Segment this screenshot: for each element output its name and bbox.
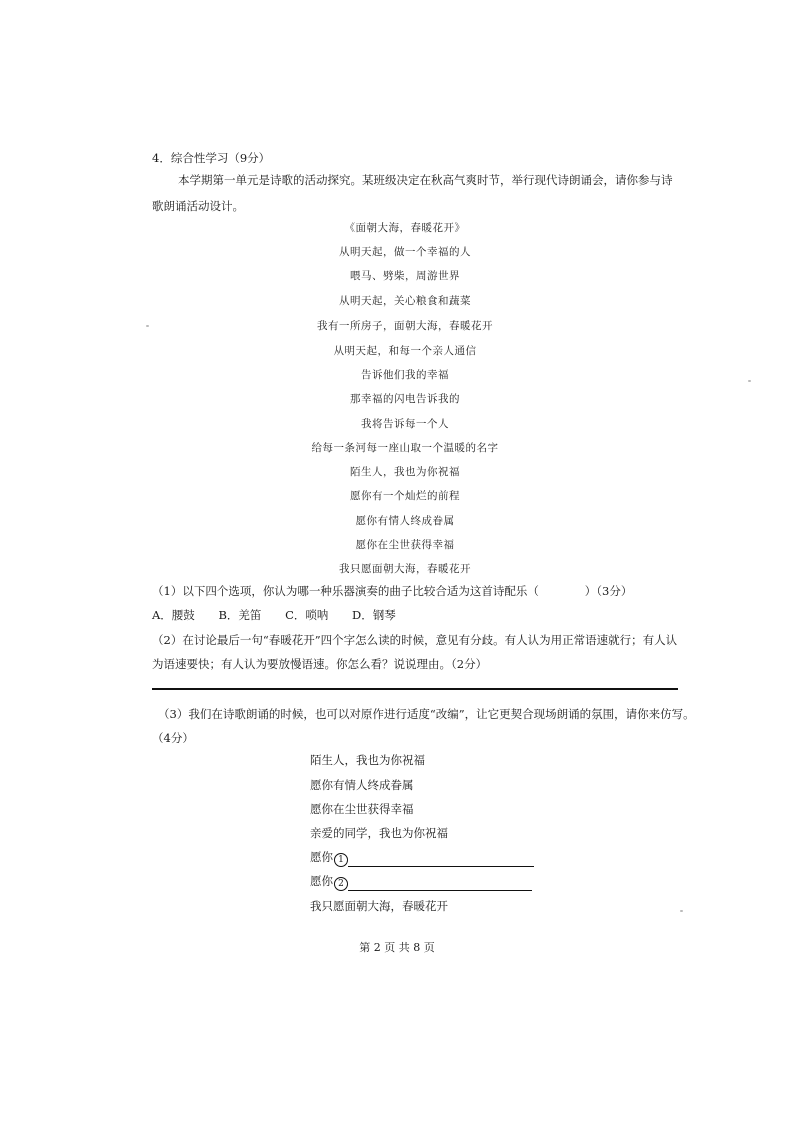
fill-prefix: 愿你 [310,850,333,864]
circled-number-2: 2 [334,877,348,891]
poem-line: 给每一条河每一座山取一个温暖的名字 [311,442,499,454]
answer-options [152,607,416,623]
sub-question-2-line-1: （2）在讨论最后一句“春暖花开”四个字怎么读的时候，意见有分歧。有人认为用正常语速就行；有人认 [152,633,678,647]
poem-line: 那幸福的闪电告诉我的 [350,393,460,405]
option-c[interactable]: C．唢呐 [285,608,329,622]
sub-question-3-line-1: （3）我们在诗歌朗诵的时候，也可以对原作进行适度“改编”，让它更契合现场朗诵的氛围，请你来仿写。 [158,707,695,721]
poem-line: 陌生人，我也为你祝福 [350,466,460,478]
verse-line: 愿你有情人终成眷属 [310,778,414,792]
option-b[interactable]: B．羌笛 [218,608,262,622]
poem-line: 告诉他们我的幸福 [361,369,449,381]
poem-line: 愿你有情人终成眷属 [355,515,455,527]
scan-speck [680,910,683,912]
poem-line: 我只愿面朝大海，春暖花开 [339,563,471,575]
question-heading: 4．综合性学习（9分） [152,151,271,165]
poem-line: 喂马、劈柴，周游世界 [350,270,460,282]
fill-line-2 [310,873,532,891]
poem-line: 从明天起，做一个幸福的人 [339,246,471,258]
poem-line: 从明天起，关心粮食和蔬菜 [339,295,471,307]
intro-line-1: 本学期第一单元是诗歌的活动探究。某班级决定在秋高气爽时节，举行现代诗朗诵会，请你参与诗 [178,173,673,187]
fill-line-1 [310,849,534,867]
sub-question-2-line-2: 为语速要快；有人认为要放慢语速。你怎么看？说说理由。（2分） [152,657,488,671]
sub-question-3-line-2: （4分） [152,731,194,745]
option-d[interactable]: D．钢琴 [352,608,396,622]
scan-speck [748,380,751,382]
answer-line[interactable] [152,688,678,690]
verse-line: 亲爱的同学，我也为你祝福 [310,826,448,840]
intro-line-2: 歌朗诵活动设计。 [152,199,244,213]
poem-line: 我有一所房子，面朝大海，春暖花开 [317,320,493,332]
sub-question-1: （1）以下四个选项，你认为哪一种乐器演奏的曲子比较合适为这首诗配乐（ ）（3分） [152,584,633,598]
verse-last-line: 我只愿面朝大海，春暖花开 [310,899,448,913]
blank-input-2[interactable] [348,878,532,891]
verse-line: 愿你在尘世获得幸福 [310,802,414,816]
verse-line: 陌生人，我也为你祝福 [310,753,425,767]
blank-input-1[interactable] [348,854,534,867]
poem-line: 愿你在尘世获得幸福 [355,539,455,551]
poem-line: 从明天起，和每一个亲人通信 [333,345,477,357]
scan-speck [146,325,149,327]
page-footer: 第 2 页 共 8 页 [359,941,435,954]
poem-line: 愿你有一个灿烂的前程 [350,490,460,502]
fill-prefix: 愿你 [310,874,333,888]
poem-line: 我将告诉每一个人 [361,418,449,430]
option-a[interactable]: A．腰鼓 [152,608,195,622]
poem-title: 《面朝大海，春暖花开》 [344,222,466,234]
circled-number-1: 1 [334,853,348,867]
